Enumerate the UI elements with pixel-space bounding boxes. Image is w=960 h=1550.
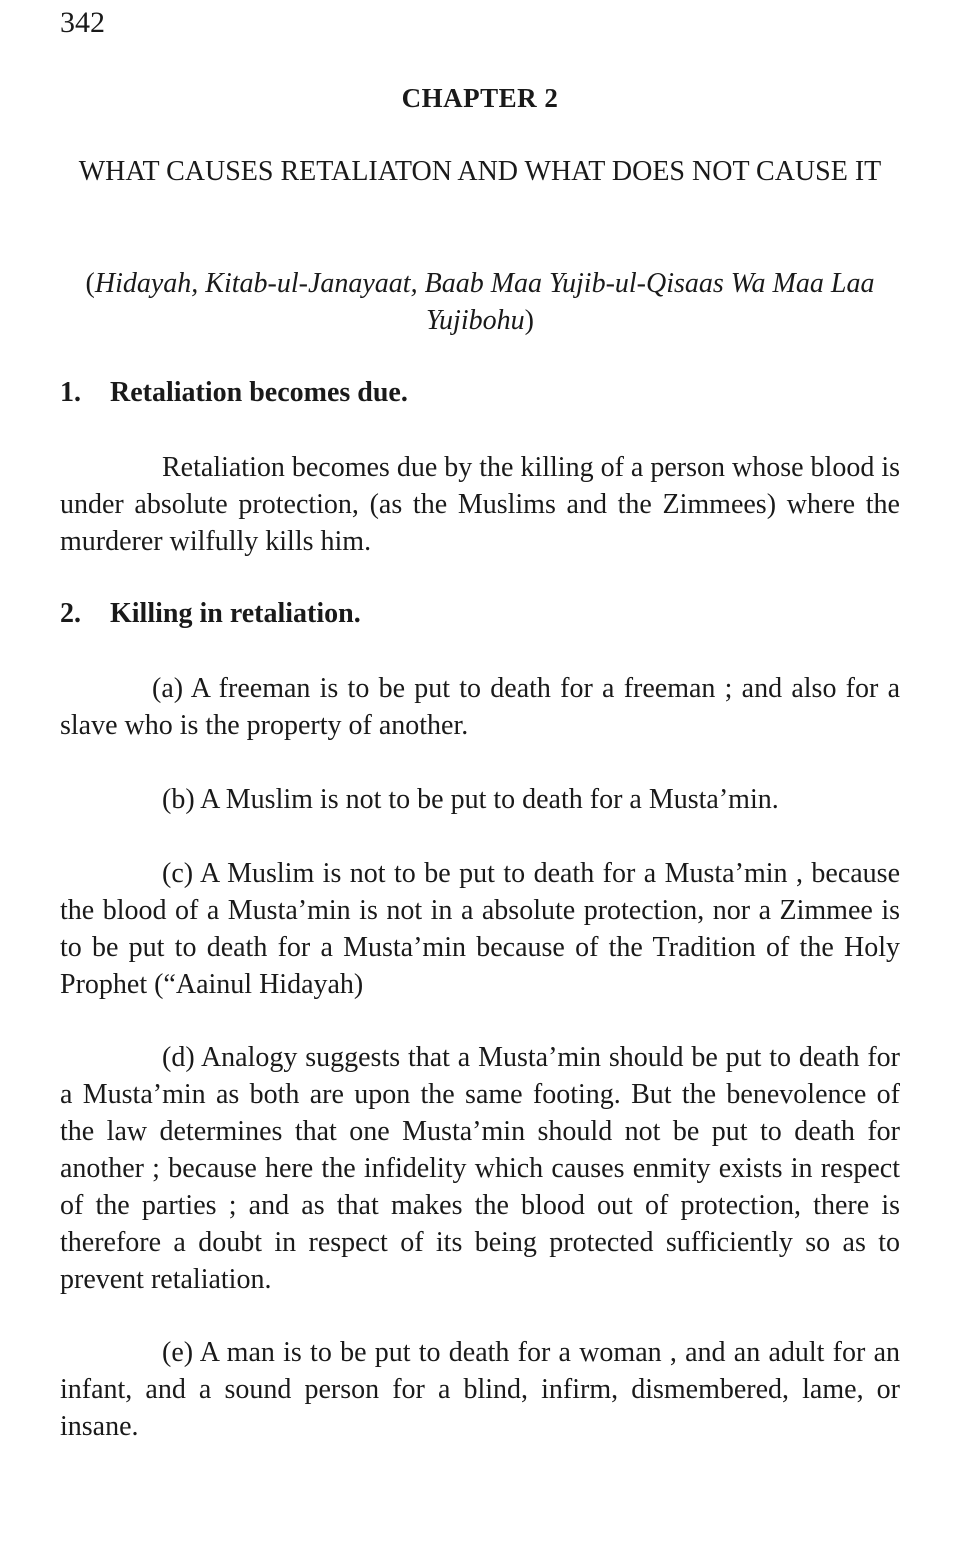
section-heading-2	[60, 595, 900, 632]
section-number: 1.	[60, 377, 81, 408]
paragraph-e: (e) A man is to be put to death for a woman , and an adult for an infant, and a sound person for a blind, infirm, dismembered, lame, or insane.	[60, 1337, 900, 1442]
section-heading-1	[60, 374, 900, 411]
section-number: 2.	[60, 598, 81, 629]
paragraph-retaliation-due: Retaliation becomes due by the killing of a person whose blood is under absolute protection, (as the Muslims and the Zimmees) where the murderer wilfully kills him.	[60, 452, 900, 557]
section-heading-text: Retaliation becomes due.	[110, 377, 408, 408]
paragraph-d: (d) Analogy suggests that a Musta’min should be put to death for a Musta’min as both are upon the same footing. But the benevolence of the law determines that one Musta’min should not be put to death for another ; because here the infidelity which causes enmity exists in respect of the parties ; and as that makes the blood out of protection, there is therefore a doubt in respect of its being protected sufficiently so as to prevent retaliation.	[60, 1042, 900, 1295]
paragraph-b: (b) A Muslim is not to be put to death for a Musta’min.	[162, 784, 779, 815]
paragraph-c: (c) A Muslim is not to be put to death for a Musta’min , because the blood of a Musta’min is not in a absolute protection, nor a Zimmee is to be put to death for a Musta’min because of the Tradition of the Holy Prophet (“Aainul Hidayah)	[60, 858, 900, 1000]
source-citation	[60, 265, 900, 339]
source-open-paren: (	[85, 268, 95, 299]
page-number: 342	[60, 6, 105, 39]
chapter-title: WHAT CAUSES RETALIATON AND WHAT DOES NOT CAUSE IT	[78, 156, 882, 187]
section-heading-text: Killing in retaliation.	[110, 598, 361, 629]
source-citation-text: Hidayah, Kitab-ul-Janayaat, Baab Maa Yujib-ul-Qisaas Wa Maa Laa Yujibohu	[94, 268, 875, 336]
source-close-paren: )	[524, 305, 534, 336]
paragraph-a: (a) A freeman is to be put to death for a freeman ; and also for a slave who is the property of another.	[60, 673, 900, 741]
chapter-heading: CHAPTER 2	[401, 83, 559, 113]
